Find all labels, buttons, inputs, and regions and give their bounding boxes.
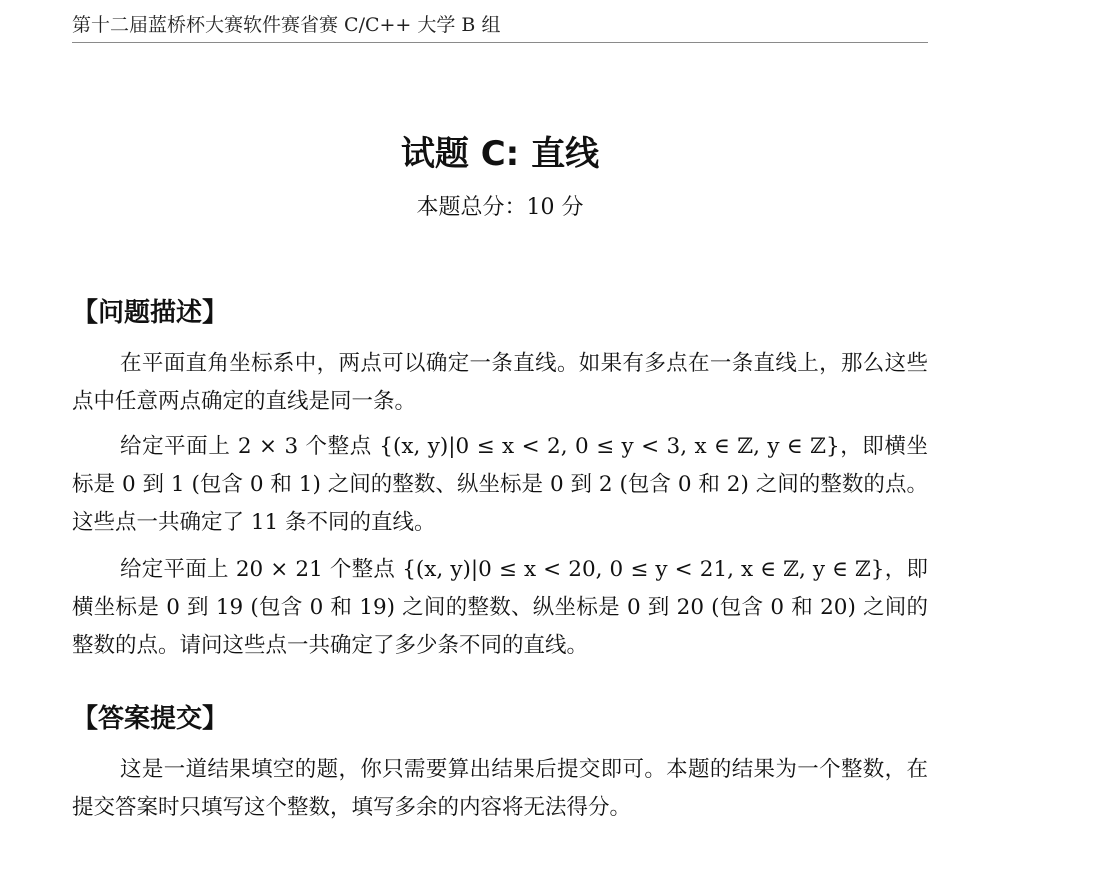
answer-heading: 【答案提交】 xyxy=(72,704,229,734)
paragraph-3-rest: ，即横坐标是 0 到 19 (包含 0 和 19) 之间的整数、纵坐标是 0 到 20 (包含 0 和 20) 之间的整数的点。请问这些点一共确定了多少条不同的直线。 xyxy=(72,557,928,658)
description-paragraph-2 xyxy=(72,428,928,542)
problem-title: 试题 C: 直线 xyxy=(400,134,600,174)
description-paragraph-3 xyxy=(72,551,928,665)
description-heading: 【问题描述】 xyxy=(72,298,229,328)
problem-score: 本题总分：10 分 xyxy=(416,195,584,220)
paragraph-2-set-notation: {(x, y)|0 ≤ x < 2, 0 ≤ y < 3, x ∈ ℤ, y ∈ ℤ} xyxy=(379,434,840,459)
page-header: 第十二届蓝桥杯大赛软件赛省赛 C/C++ 大学 B 组 xyxy=(72,10,928,43)
paragraph-2-rest: ，即横坐标是 0 到 1 (包含 0 和 1) 之间的整数、纵坐标是 0 到 2 (包含 0 和 2) 之间的整数的点。这些点一共确定了 11 条不同的直线。 xyxy=(72,434,928,535)
paragraph-3-set-notation: {(x, y)|0 ≤ x < 20, 0 ≤ y < 21, x ∈ ℤ, y ∈ ℤ} xyxy=(402,557,885,582)
description-paragraph-1: 在平面直角坐标系中，两点可以确定一条直线。如果有多点在一条直线上，那么这些点中任意两点确定的直线是同一条。 xyxy=(72,351,928,414)
paragraph-3-lead: 给定平面上 20 × 21 个整点 xyxy=(120,557,403,582)
paragraph-2-lead: 给定平面上 2 × 3 个整点 xyxy=(120,434,380,459)
answer-paragraph: 这是一道结果填空的题，你只需要算出结果后提交即可。本题的结果为一个整数，在提交答案时只填写这个整数，填写多余的内容将无法得分。 xyxy=(72,757,928,820)
